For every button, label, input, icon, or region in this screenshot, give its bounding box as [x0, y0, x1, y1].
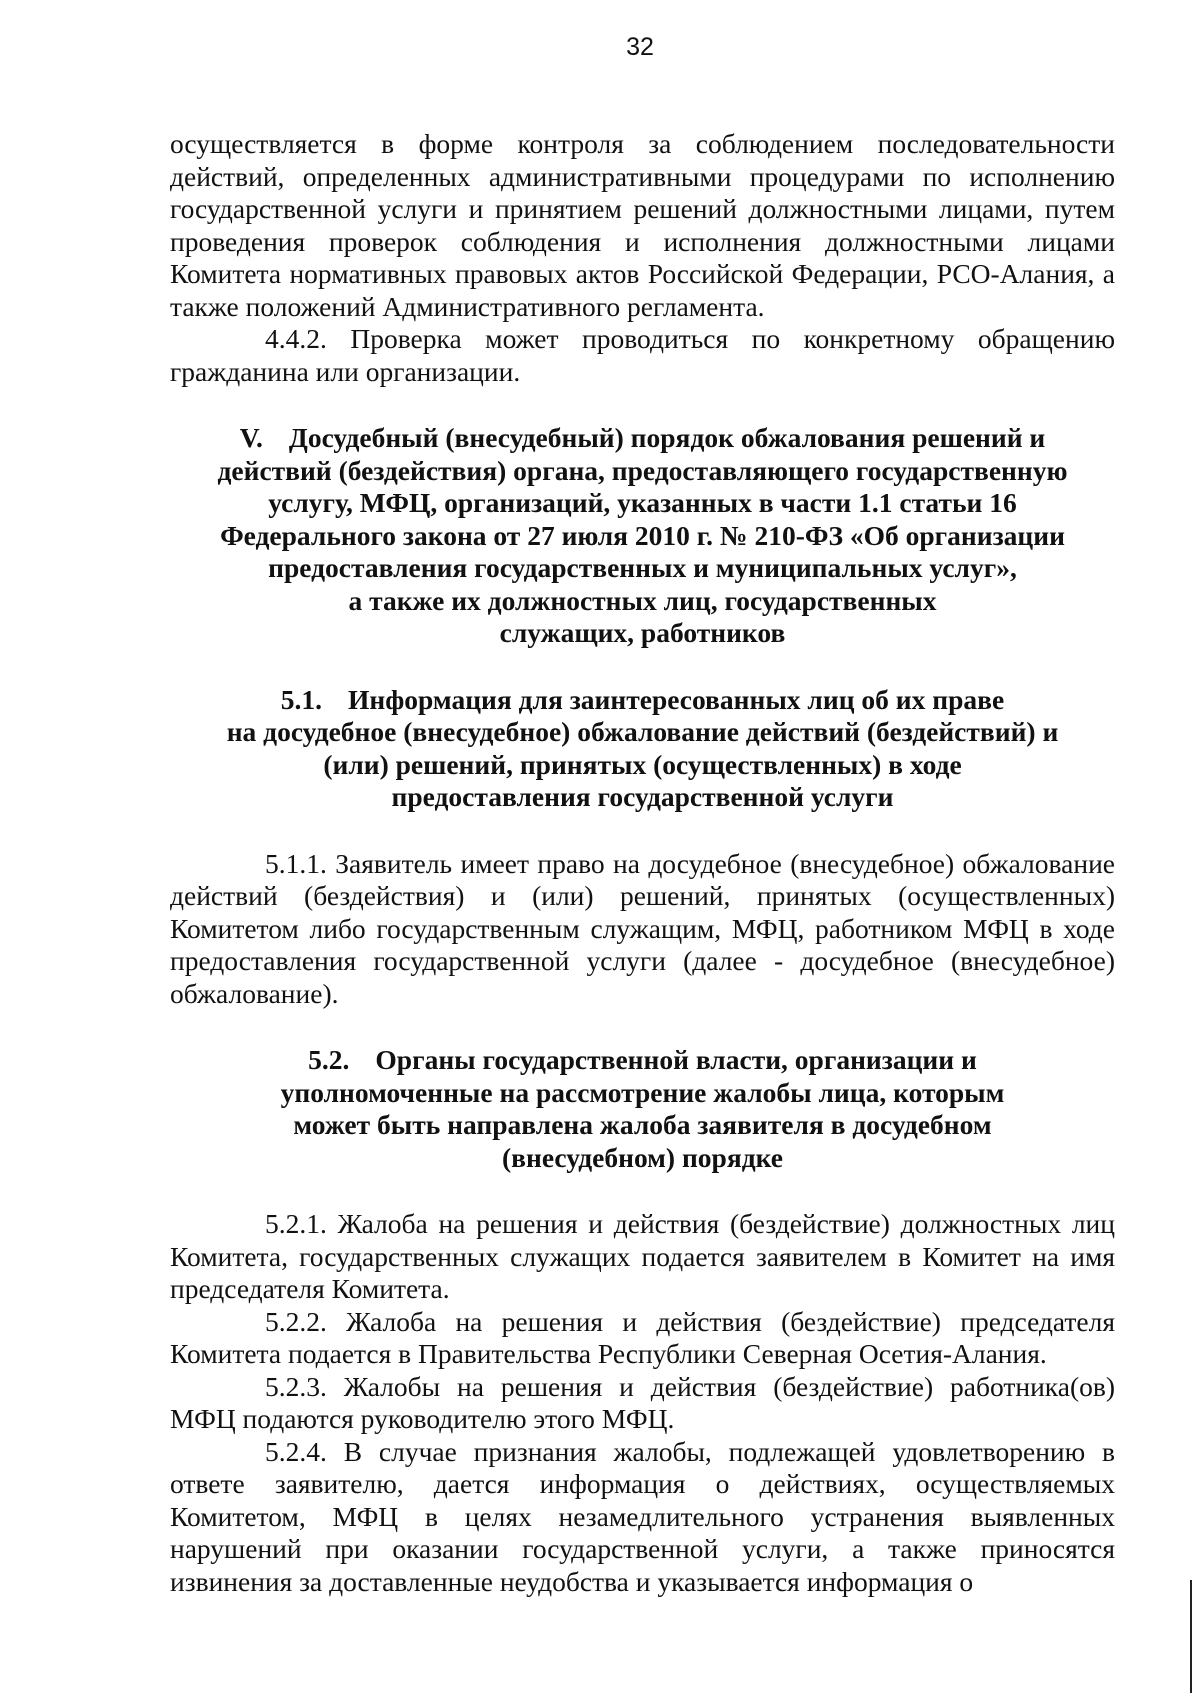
paragraph-control-form: осуществляется в форме контроля за соблюдением последовательности действий, определенных административными процедурами по исполнению государственной услуги и принятием решений должностными лицами, путем проведения проверок соблюдения и исполнения должностными лицами Комитета нормативных правовых актов Российской Федерации, РСО-Алания, а также положений Административного регламента. [170, 128, 1115, 322]
section-v-line-7: служащих, работников [499, 617, 786, 648]
section-5-2-line-1 [170, 1044, 1115, 1077]
section-v-line-6: а также их должностных лиц, государственных [348, 584, 937, 616]
section-5-1-title-line: Информация для заинтересованных лиц об их праве [348, 683, 1005, 715]
section-v-line-1 [170, 422, 1115, 455]
document-body [170, 128, 1115, 1598]
scan-edge-mark [1190, 1580, 1192, 1693]
paragraph-5-2-4: 5.2.4. В случае признания жалобы, подлежащей удовлетворению в ответе заявителю, дается информация о действиях, осуществляемых Комитетом, МФЦ в целях незамедлительного устранения выявленных нарушений при оказании государственной услуги, а также приносятся извинения за доставленные неудобства и указывается информация о [170, 1435, 1115, 1597]
section-v-line-4: Федерального закона от 27 июля 2010 г. № 210-ФЗ «Об организации [220, 519, 1065, 551]
section-5-1-line-2: на досудебное (внесудебное) обжалование действий (бездействий) и [226, 716, 1059, 747]
paragraph-5-1-1: 5.1.1. Заявитель имеет право на досудебное (внесудебное) обжалование действий (бездействия) и (или) решений, принятых (осуществленных) Комитетом либо государственным служащим, МФЦ, работником МФЦ в ходе предоставления государственной услуги (далее - досудебное (внесудебное) обжалование). [170, 847, 1115, 1009]
section-5-1-line-1 [170, 684, 1115, 717]
section-v-heading [170, 422, 1115, 650]
section-v-line-2: действий (бездействия) органа, предоставляющего государственную [217, 454, 1068, 486]
section-5-1-heading [170, 684, 1115, 814]
section-5-2-line-3: может быть направлена жалоба заявителя в досудебном [293, 1109, 992, 1140]
section-5-1-line-4: предоставления государственной услуги [391, 781, 894, 812]
paragraph-4-4-2: 4.4.2. Проверка может проводиться по конкретному обращению гражданина или организации. [170, 323, 1115, 387]
section-v-title-line: Досудебный (внесудебный) порядок обжалования решений и [288, 422, 1046, 453]
section-v-line-5: предоставления государственных и муниципальных услуг», [268, 552, 1017, 583]
section-5-2-heading [170, 1044, 1115, 1174]
paragraph-5-2-3: 5.2.3. Жалобы на решения и действия (бездействие) работника(ов) МФЦ подаются руководителю этого МФЦ. [170, 1370, 1115, 1434]
section-5-1-line-3: (или) решений, принятых (осуществленных) в ходе [323, 748, 962, 780]
section-v-number: V. [239, 422, 263, 453]
paragraph-5-2-1: 5.2.1. Жалоба на решения и действия (бездействие) должностных лиц Комитета, государственных служащих подается заявителем в Комитет на имя председателя Комитета. [170, 1208, 1115, 1304]
section-5-1-number: 5.1. [280, 683, 323, 715]
section-5-2-line-4: (внесудебном) порядке [501, 1141, 783, 1173]
section-5-2-line-2: уполномоченные на рассмотрение жалобы лица, которым [280, 1076, 1005, 1108]
section-v-line-3: услугу, МФЦ, организаций, указанных в части 1.1 статьи 16 [268, 487, 1017, 518]
section-5-2-title-line: Органы государственной власти, организации и [375, 1044, 977, 1075]
paragraph-5-2-2: 5.2.2. Жалоба на решения и действия (бездействие) председателя Комитета подается в Правительства Республики Северная Осетия-Алания. [170, 1305, 1115, 1369]
section-5-2-number: 5.2. [308, 1044, 350, 1075]
page-number: 32 [626, 33, 654, 61]
